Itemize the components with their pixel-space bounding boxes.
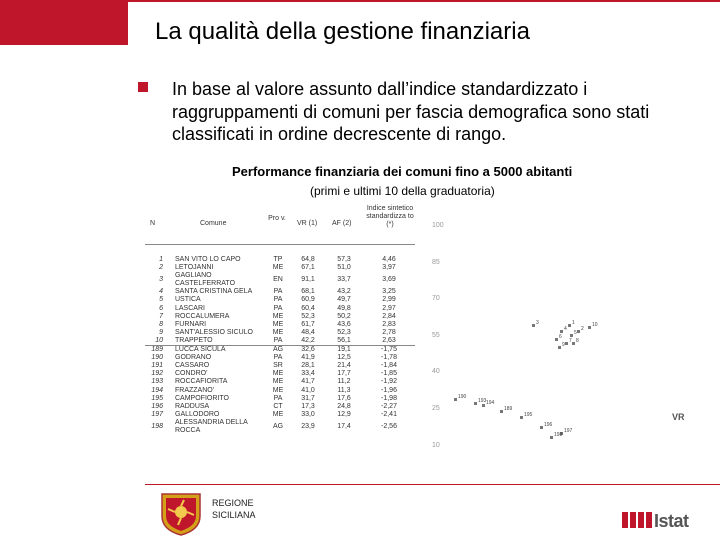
row-rank: 1 — [159, 256, 163, 263]
row-af: 24,8 — [337, 402, 351, 410]
region-line1: REGIONE — [212, 498, 254, 508]
header-prov: Pro v. — [268, 215, 286, 222]
scatter-point — [572, 342, 575, 345]
row-rank: 6 — [159, 304, 163, 312]
row-indice: 4,46 — [382, 256, 396, 263]
table-row — [145, 419, 415, 435]
scatter-point — [474, 402, 477, 405]
table-subtitle: (primi e ultimi 10 della graduatoria) — [310, 184, 495, 198]
scatter-point-label: 3 — [536, 320, 539, 326]
row-af: 43,6 — [337, 320, 351, 328]
scatter-point-label: 5 — [574, 330, 577, 336]
row-rank: 2 — [159, 264, 163, 272]
row-vr: 32,6 — [301, 346, 315, 354]
scatter-axis-label: 100 — [432, 222, 444, 229]
row-vr: 28,1 — [301, 362, 315, 370]
scatter-point-label: 8 — [576, 338, 579, 344]
scatter-point-label: 2 — [581, 326, 584, 332]
row-indice: 2,63 — [382, 336, 396, 344]
row-vr: 31,7 — [301, 394, 315, 402]
row-vr: 33,4 — [301, 370, 315, 378]
scatter-point — [568, 324, 571, 327]
row-comune: ALESSANDRIA DELLA ROCCA — [175, 418, 248, 434]
row-comune: LUCCA SICULA — [175, 346, 226, 354]
row-vr: 17,3 — [301, 402, 315, 410]
row-rank: 7 — [159, 312, 163, 320]
row-comune: SAN VITO LO CAPO — [175, 256, 241, 263]
row-comune: LASCARI — [175, 304, 205, 312]
row-af: 12,5 — [337, 354, 351, 362]
region-crest-icon — [158, 492, 204, 536]
row-prov: TP — [273, 256, 283, 263]
bullet-text: In base al valore assunto dall’indice standardizzato i raggruppamenti di comuni per fascia demografica sono stati classificati in ordine decrescente di rango. — [172, 79, 650, 144]
row-prov: EN — [273, 276, 283, 284]
scatter-point — [555, 338, 558, 341]
row-prov: ME — [272, 370, 284, 378]
table-row — [145, 321, 415, 329]
row-af: 52,3 — [337, 328, 351, 336]
row-prov: ME — [272, 378, 284, 386]
row-comune: GAGLIANO CASTELFERRATO — [175, 272, 236, 288]
row-vr: 41,0 — [301, 386, 315, 394]
row-prov: SR — [273, 362, 283, 370]
row-prov: CT — [273, 402, 283, 410]
row-vr: 60,4 — [301, 304, 315, 312]
scatter-point — [577, 330, 580, 333]
row-af: 49,8 — [337, 304, 351, 312]
row-af: 11,2 — [337, 378, 351, 386]
header-comune: Comune — [200, 220, 227, 227]
scatter-point — [482, 404, 485, 407]
footer-rule — [145, 484, 720, 485]
table-row — [145, 387, 415, 395]
istat-logo-text: Istat — [654, 511, 689, 531]
row-rank: 4 — [159, 288, 163, 296]
scatter-point — [500, 410, 503, 413]
row-comune: FURNARI — [175, 320, 207, 328]
row-prov: ME — [272, 410, 284, 418]
table-row — [145, 272, 415, 288]
header-af: AF (2) — [332, 220, 352, 227]
row-comune: ROCCALUMERA — [175, 312, 230, 320]
row-comune: CASSARO — [175, 362, 210, 370]
row-af: 50,2 — [337, 312, 351, 320]
scatter-point — [532, 324, 535, 327]
row-rank: 191 — [151, 362, 163, 370]
row-rank: 190 — [151, 354, 163, 362]
table-row — [145, 313, 415, 321]
row-indice: -1,98 — [381, 394, 397, 402]
table-row — [145, 370, 415, 378]
table-row — [145, 354, 415, 362]
scatter-point-label: 10 — [592, 322, 598, 328]
row-indice: 3,69 — [382, 276, 396, 284]
row-prov: AG — [272, 422, 284, 430]
table-row — [145, 337, 415, 345]
row-prov: ME — [272, 312, 284, 320]
row-af: 19,1 — [337, 346, 351, 354]
row-indice: 3,97 — [382, 264, 396, 272]
row-prov: PA — [273, 394, 283, 402]
row-rank: 198 — [151, 422, 163, 430]
scatter-point-label: 6 — [559, 334, 562, 340]
row-comune: RADDUSA — [175, 402, 210, 410]
row-indice: -2,56 — [381, 422, 397, 430]
scatter-point — [565, 342, 568, 345]
row-rank: 197 — [151, 410, 163, 418]
row-rank: 3 — [159, 276, 163, 284]
row-vr: 48,4 — [301, 328, 315, 336]
table-row — [145, 346, 415, 354]
row-rank: 196 — [151, 402, 163, 410]
row-indice: -2,41 — [381, 410, 397, 418]
table-row — [145, 296, 415, 304]
row-comune: CAMPOFIORITO — [175, 394, 229, 402]
row-vr: 61,7 — [301, 320, 315, 328]
table-title: Performance finanziaria dei comuni fino a 5000 abitanti — [232, 164, 573, 179]
scatter-point-label: 195 — [524, 412, 533, 418]
row-rank: 10 — [155, 336, 163, 344]
row-indice: 2,97 — [382, 304, 396, 312]
table-row — [145, 305, 415, 313]
row-indice: 3,25 — [382, 288, 396, 296]
row-indice: -1,85 — [381, 370, 397, 378]
row-prov: PA — [273, 288, 283, 296]
row-prov: ME — [272, 386, 284, 394]
row-rank: 9 — [159, 328, 163, 336]
table-row — [145, 288, 415, 296]
table-row — [145, 264, 415, 272]
row-comune: CONDRO' — [175, 370, 208, 378]
row-rank: 195 — [151, 394, 163, 402]
header-n: N — [150, 220, 156, 227]
row-af: 12,9 — [337, 410, 351, 418]
scatter-point-label: 196 — [544, 422, 553, 428]
slide-title: La qualità della gestione finanziaria — [155, 18, 530, 45]
scatter-point — [558, 346, 561, 349]
row-vr: 91,1 — [301, 276, 315, 284]
scatter-point-label: 198 — [554, 432, 563, 438]
bullet-marker — [138, 82, 148, 92]
scatter-point — [570, 334, 573, 337]
scatter-point — [550, 436, 553, 439]
row-vr: 67,1 — [301, 264, 315, 272]
scatter-point — [540, 426, 543, 429]
row-vr: 64,8 — [301, 256, 315, 263]
row-rank: 194 — [151, 386, 163, 394]
row-indice: -1,78 — [381, 354, 397, 362]
row-vr: 23,9 — [301, 422, 315, 430]
scatter-point-label: 9 — [562, 342, 565, 348]
scatter-series-label: VR — [672, 412, 685, 422]
scatter-plot — [420, 212, 720, 470]
row-indice: -1,84 — [381, 362, 397, 370]
row-rank: 189 — [151, 346, 163, 354]
row-vr: 52,3 — [301, 312, 315, 320]
row-indice: -1,96 — [381, 386, 397, 394]
row-prov: ME — [272, 264, 284, 272]
row-prov: AG — [272, 346, 284, 354]
row-af: 33,7 — [337, 276, 351, 284]
row-prov: ME — [272, 320, 284, 328]
row-vr: 41,9 — [301, 354, 315, 362]
row-rank: 193 — [151, 378, 163, 386]
row-indice: -2,27 — [381, 402, 397, 410]
row-af: 17,7 — [337, 370, 351, 378]
row-comune: FRAZZANO' — [175, 386, 215, 394]
scatter-point-label: 4 — [564, 326, 567, 332]
table-row — [145, 362, 415, 370]
scatter-point-label: 1 — [572, 320, 575, 326]
region-name — [212, 497, 256, 521]
scatter-point-label: 194 — [486, 400, 495, 406]
row-rank: 8 — [159, 320, 163, 328]
row-indice: 2,84 — [382, 312, 396, 320]
row-af: 17,4 — [337, 422, 351, 430]
row-comune: LETOJANNI — [175, 264, 214, 272]
row-af: 11,3 — [337, 386, 351, 394]
scatter-axis-label: 10 — [432, 442, 440, 449]
row-af: 56,1 — [337, 336, 351, 344]
row-vr: 41,7 — [301, 378, 315, 386]
table-row — [145, 329, 415, 337]
row-af: 49,7 — [337, 296, 351, 304]
table-row — [145, 403, 415, 411]
scatter-axis-label: 85 — [432, 259, 440, 266]
row-af: 43,2 — [337, 288, 351, 296]
scatter-point-label: 7 — [569, 338, 572, 344]
scatter-point — [588, 326, 591, 329]
row-vr: 60,9 — [301, 296, 315, 304]
row-prov: PA — [273, 304, 283, 312]
row-comune: SANT'ALESSIO SICULO — [175, 328, 253, 336]
header-accent-bar — [0, 0, 128, 45]
table-row — [145, 256, 415, 264]
row-indice: -1,75 — [381, 346, 397, 354]
table-header-rule — [145, 244, 415, 245]
scatter-point-label: 189 — [504, 406, 513, 412]
row-prov: PA — [273, 354, 283, 362]
table-row — [145, 411, 415, 419]
row-af: 57,3 — [337, 256, 351, 263]
row-vr: 68,1 — [301, 288, 315, 296]
row-indice: 2,83 — [382, 320, 396, 328]
scatter-axis-label: 25 — [432, 405, 440, 412]
row-prov: PA — [273, 336, 283, 344]
header-vr: VR (1) — [297, 220, 318, 227]
scatter-point — [520, 416, 523, 419]
scatter-point — [560, 330, 563, 333]
row-indice: 2,78 — [382, 328, 396, 336]
row-vr: 33,0 — [301, 410, 315, 418]
row-af: 21,4 — [337, 362, 351, 370]
row-indice: 2,99 — [382, 296, 396, 304]
header-rule — [128, 0, 720, 2]
header-indice: Indice sintetico standardizza to (*) — [366, 205, 414, 228]
row-comune: GALLODORO — [175, 410, 220, 418]
row-vr: 42,2 — [301, 336, 315, 344]
row-comune: GODRANO — [175, 354, 212, 362]
row-af: 17,6 — [337, 394, 351, 402]
scatter-point-label: 197 — [564, 428, 573, 434]
row-comune: USTICA — [175, 296, 201, 304]
table-row — [145, 395, 415, 403]
scatter-point-label: 190 — [458, 394, 467, 400]
ranking-table — [145, 256, 415, 435]
scatter-axis-label: 55 — [432, 332, 440, 339]
row-comune: SANTA CRISTINA GELA — [175, 288, 253, 296]
table-row — [145, 378, 415, 386]
row-prov: PA — [273, 296, 283, 304]
scatter-point — [454, 398, 457, 401]
scatter-axis-label: 70 — [432, 295, 440, 302]
row-comune: TRAPPETO — [175, 336, 213, 344]
row-rank: 5 — [159, 296, 163, 304]
scatter-axis-label: 40 — [432, 368, 440, 375]
row-af: 51,0 — [337, 264, 351, 272]
region-line2: SICILIANA — [212, 510, 256, 520]
row-indice: -1,92 — [381, 378, 397, 386]
row-prov: ME — [272, 328, 284, 336]
row-rank: 192 — [151, 370, 163, 378]
scatter-point-label: 193 — [478, 398, 487, 404]
row-comune: ROCCAFIORITA — [175, 378, 228, 386]
